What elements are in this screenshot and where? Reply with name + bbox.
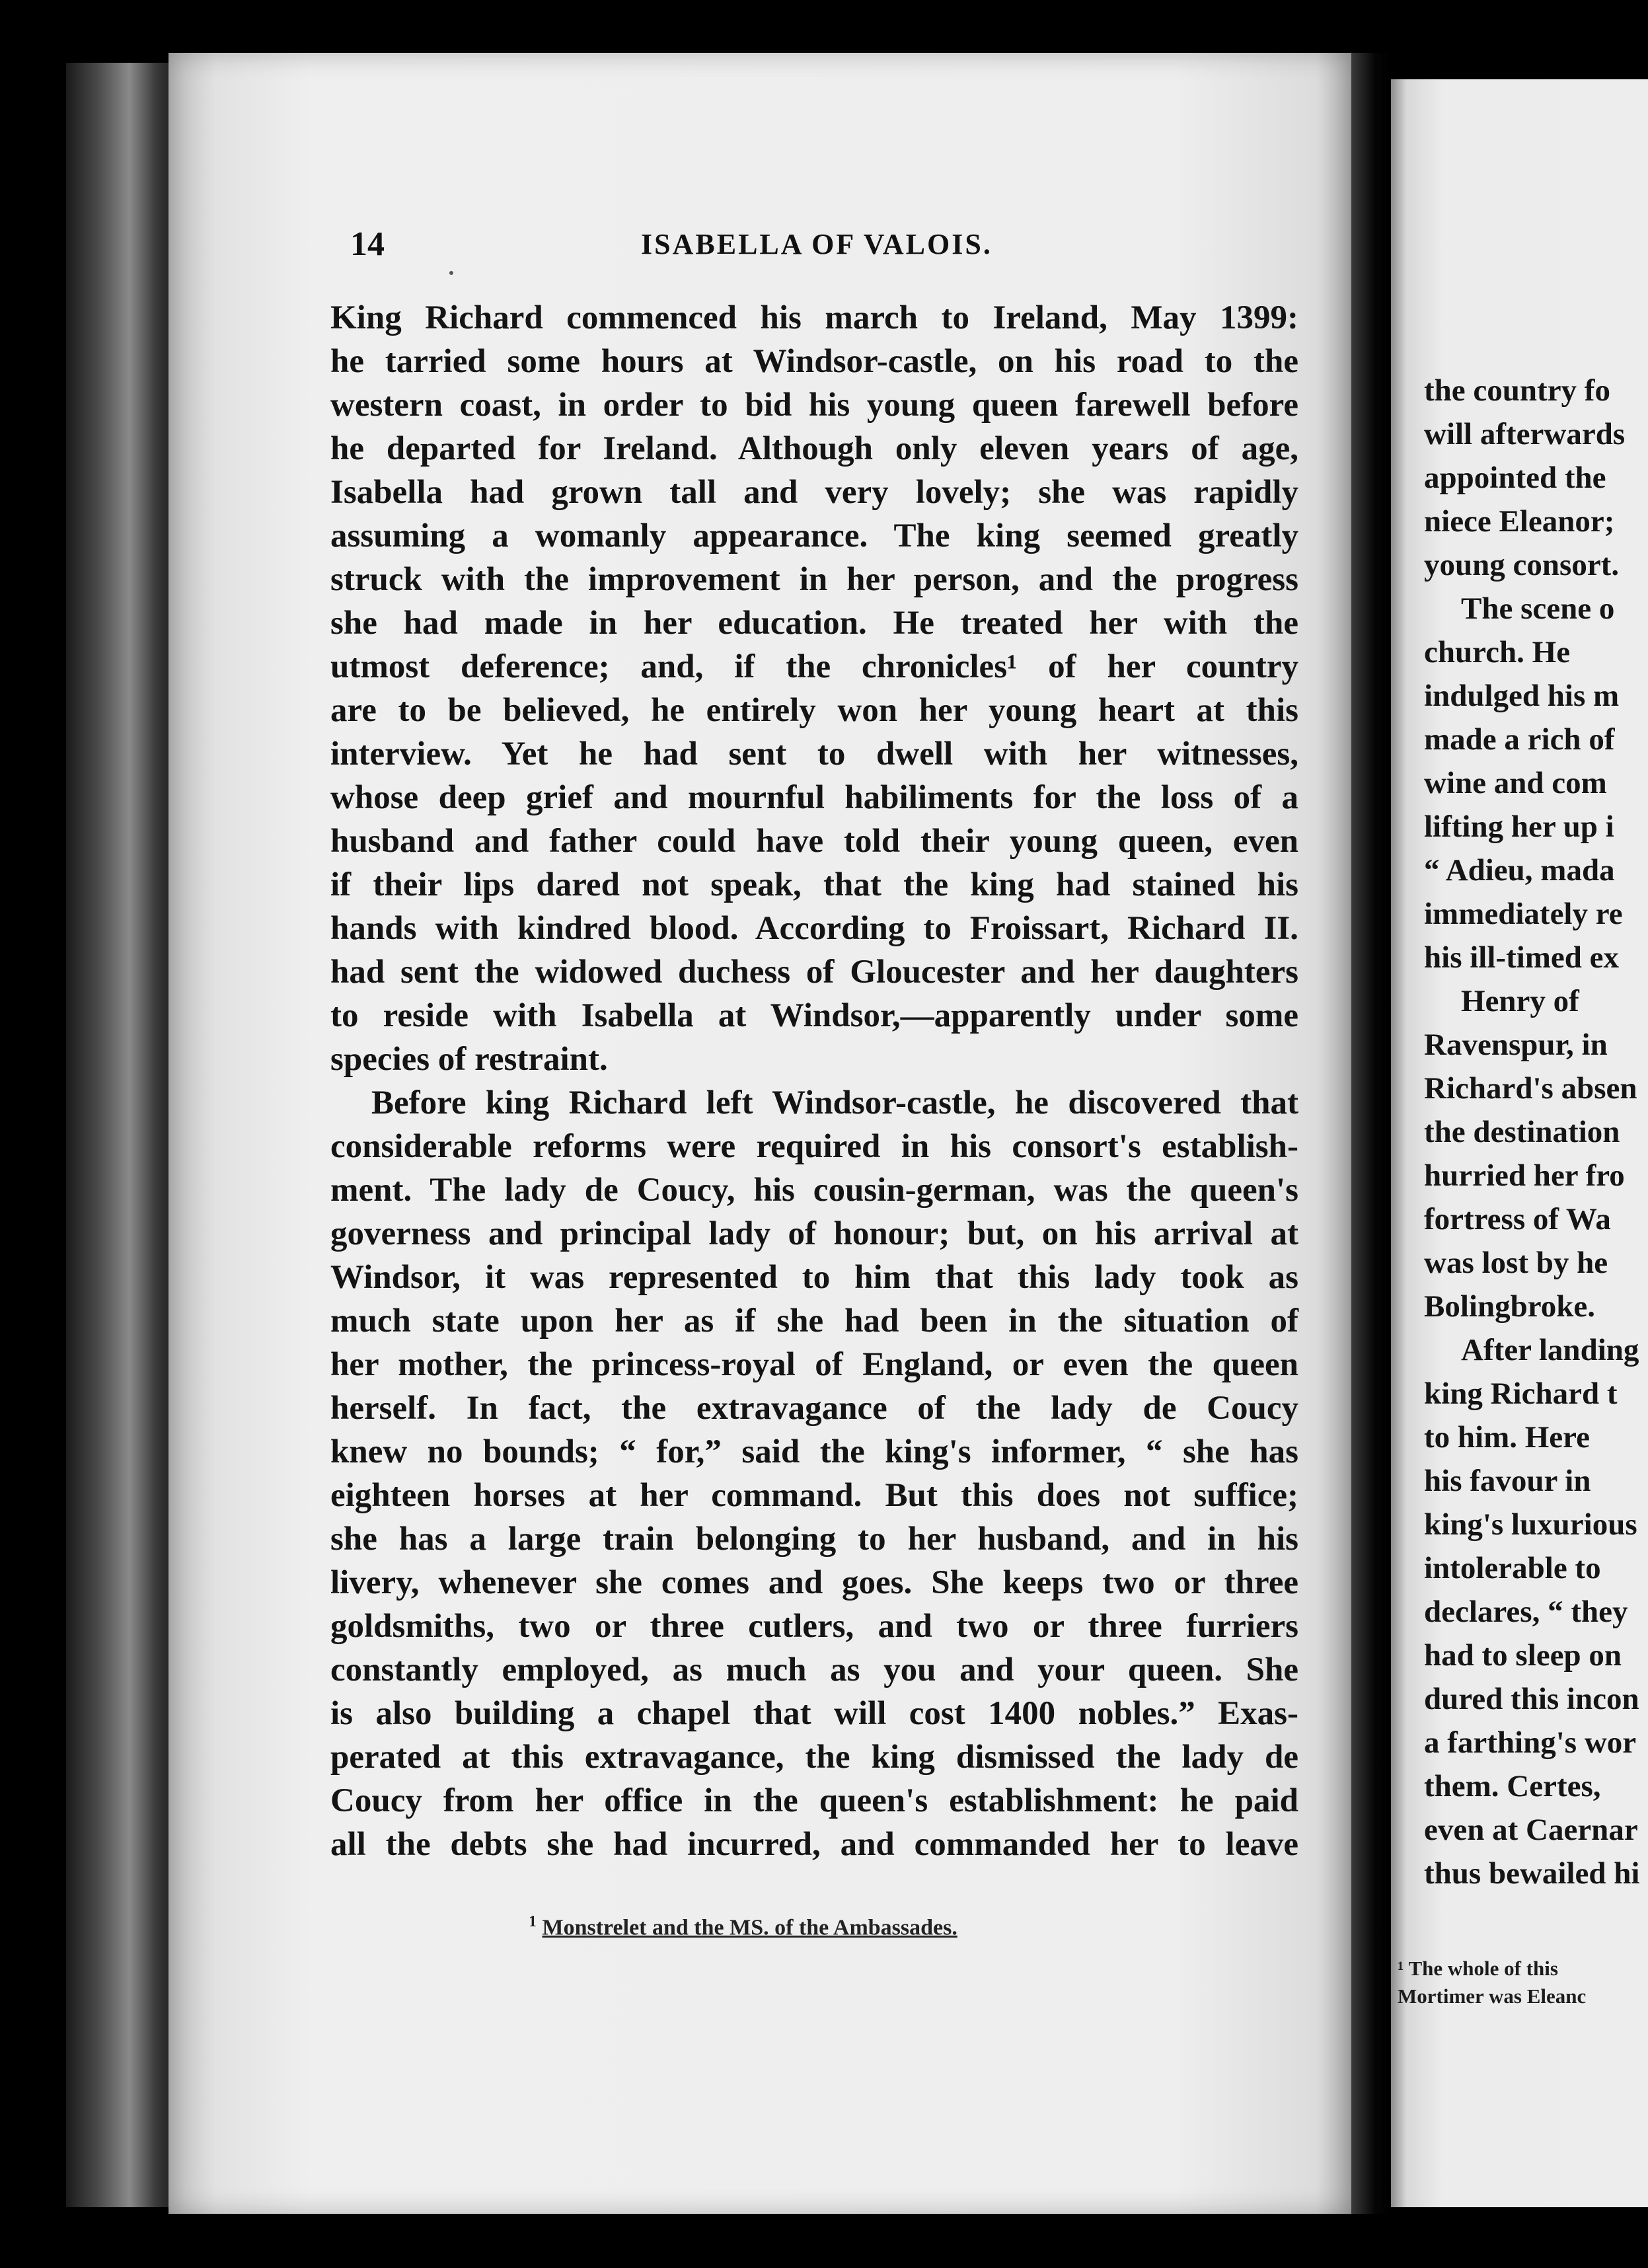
right-text-line: a farthing's wor xyxy=(1424,1725,1637,1760)
footnote-mark: 1 xyxy=(529,1913,537,1930)
footnote-text: Monstrelet and the MS. of the Ambassades. xyxy=(542,1915,957,1940)
text-line: livery, whenever she comes and goes. She keeps two or three xyxy=(330,1564,1298,1601)
right-text-line: intolerable to xyxy=(1424,1551,1601,1585)
right-text-line: After landing xyxy=(1461,1333,1639,1367)
text-line: species of restraint. xyxy=(330,1041,608,1078)
right-text-line: made a rich of xyxy=(1424,722,1615,757)
right-text-line: fortress of Wa xyxy=(1424,1202,1611,1236)
text-line: he departed for Ireland. Although only eleven years of age, xyxy=(330,430,1298,467)
text-line: are to be believed, he entirely won her young heart at this xyxy=(330,692,1298,729)
text-line: if their lips dared not speak, that the king had stained his xyxy=(330,866,1298,903)
text-line: goldsmiths, two or three cutlers, and two or three furriers xyxy=(330,1608,1298,1645)
text-line: assuming a womanly appearance. The king seemed greatly xyxy=(330,517,1298,554)
right-text-line: church. He xyxy=(1424,635,1571,669)
right-text-line: the destination xyxy=(1424,1115,1620,1149)
body-text xyxy=(330,296,1298,1866)
text-line: constantly employed, as much as you and your queen. She xyxy=(330,1651,1298,1688)
text-line: knew no bounds; “ for,” said the king's informer, “ she has xyxy=(330,1433,1298,1470)
text-line: is also building a chapel that will cost 1400 nobles.” Exas- xyxy=(330,1695,1298,1732)
text-line: had sent the widowed duchess of Gloucester and her daughters xyxy=(330,954,1298,991)
text-line: to reside with Isabella at Windsor,—apparently under some xyxy=(330,997,1298,1034)
right-text-line: immediately re xyxy=(1424,897,1623,931)
text-line: all the debts she had incurred, and commanded her to leave xyxy=(330,1826,1298,1863)
text-line: interview. Yet he had sent to dwell with her witnesses, xyxy=(330,736,1298,773)
right-text-line: king's luxurious xyxy=(1424,1507,1637,1542)
text-line: eighteen horses at her command. But this does not suffice; xyxy=(330,1477,1298,1514)
right-text-line: hurried her fro xyxy=(1424,1158,1625,1193)
text-line: much state upon her as if she had been in the situation of xyxy=(330,1303,1298,1340)
right-text-line: his favour in xyxy=(1424,1464,1591,1498)
text-line: Coucy from her office in the queen's establishment: he paid xyxy=(330,1782,1298,1819)
right-text-line: dured this incon xyxy=(1424,1682,1639,1716)
running-head xyxy=(350,225,1302,278)
text-line: King Richard commenced his march to Ireland, May 1399: xyxy=(330,299,1298,336)
right-footnote-line: Mortimer was Eleanc xyxy=(1398,1984,1587,2008)
right-footnote-line: ¹ The whole of this xyxy=(1398,1957,1558,1980)
right-text-line: declares, “ they xyxy=(1424,1595,1628,1629)
page-gutter xyxy=(1351,53,1391,2214)
book-spine-edge xyxy=(66,63,172,2207)
right-text-line: thus bewailed hi xyxy=(1424,1856,1640,1891)
text-line: utmost deference; and, if the chronicles¹ of her country xyxy=(330,648,1298,685)
text-line: she had made in her education. He treated her with the xyxy=(330,605,1298,642)
right-text-line: appointed the xyxy=(1424,461,1606,495)
right-text-line: Richard's absen xyxy=(1424,1071,1637,1106)
right-text-line: “ Adieu, mada xyxy=(1424,853,1615,888)
right-text-line: wine and com xyxy=(1424,766,1607,800)
text-line: herself. In fact, the extravagance of the lady de Coucy xyxy=(330,1390,1298,1427)
footnote xyxy=(529,1913,957,1940)
text-line: Windsor, it was represented to him that this lady took as xyxy=(330,1259,1298,1296)
text-line: Isabella had grown tall and very lovely; she was rapidly xyxy=(330,474,1298,511)
text-line: western coast, in order to bid his young queen farewell before xyxy=(330,387,1298,424)
text-line: husband and father could have told their young queen, even xyxy=(330,823,1298,860)
right-text-line: young consort. xyxy=(1424,548,1620,582)
text-line: she has a large train belonging to her husband, and in his xyxy=(330,1521,1298,1558)
right-text-line: Bolingbroke. xyxy=(1424,1289,1596,1324)
right-text-line: his ill-timed ex xyxy=(1424,940,1620,975)
right-text-line: will afterwards xyxy=(1424,417,1626,451)
text-line: ment. The lady de Coucy, his cousin-german, was the queen's xyxy=(330,1172,1298,1209)
text-line: hands with kindred blood. According to Froissart, Richard II. xyxy=(330,910,1298,947)
right-page xyxy=(1391,79,1648,2207)
page-number: 14 xyxy=(350,225,385,263)
right-text-line: to him. Here xyxy=(1424,1420,1591,1455)
right-text-line: indulged his m xyxy=(1424,679,1620,713)
right-text-line: The scene o xyxy=(1461,591,1615,626)
text-line: perated at this extravagance, the king dismissed the lady de xyxy=(330,1739,1298,1776)
right-text-line: Henry of xyxy=(1461,984,1579,1018)
text-line: whose deep grief and mournful habiliments for the loss of a xyxy=(330,779,1298,816)
text-line: Before king Richard left Windsor-castle, he discovered that xyxy=(371,1084,1298,1121)
ink-speck xyxy=(449,271,453,275)
right-page-text xyxy=(1424,369,1648,1895)
right-text-line: niece Eleanor; xyxy=(1424,504,1615,539)
right-text-line: them. Certes, xyxy=(1424,1769,1601,1803)
text-line: considerable reforms were required in his consort's establish- xyxy=(330,1128,1298,1165)
right-text-line: had to sleep on xyxy=(1424,1638,1622,1673)
text-line: he tarried some hours at Windsor-castle, on his road to the xyxy=(330,343,1298,380)
right-text-line: Ravenspur, in xyxy=(1424,1028,1608,1062)
text-line: struck with the improvement in her person, and the progress xyxy=(330,561,1298,598)
text-line: her mother, the princess-royal of England, or even the queen xyxy=(330,1346,1298,1383)
right-text-line: even at Caernar xyxy=(1424,1813,1638,1847)
right-text-line: the country fo xyxy=(1424,373,1610,408)
right-text-line: king Richard t xyxy=(1424,1377,1618,1411)
text-line: governess and principal lady of honour; but, on his arrival at xyxy=(330,1215,1298,1252)
right-footnotes xyxy=(1398,1955,1586,2010)
right-text-line: was lost by he xyxy=(1424,1246,1608,1280)
right-text-line: lifting her up i xyxy=(1424,810,1614,844)
running-title: ISABELLA OF VALOIS. xyxy=(641,228,993,260)
